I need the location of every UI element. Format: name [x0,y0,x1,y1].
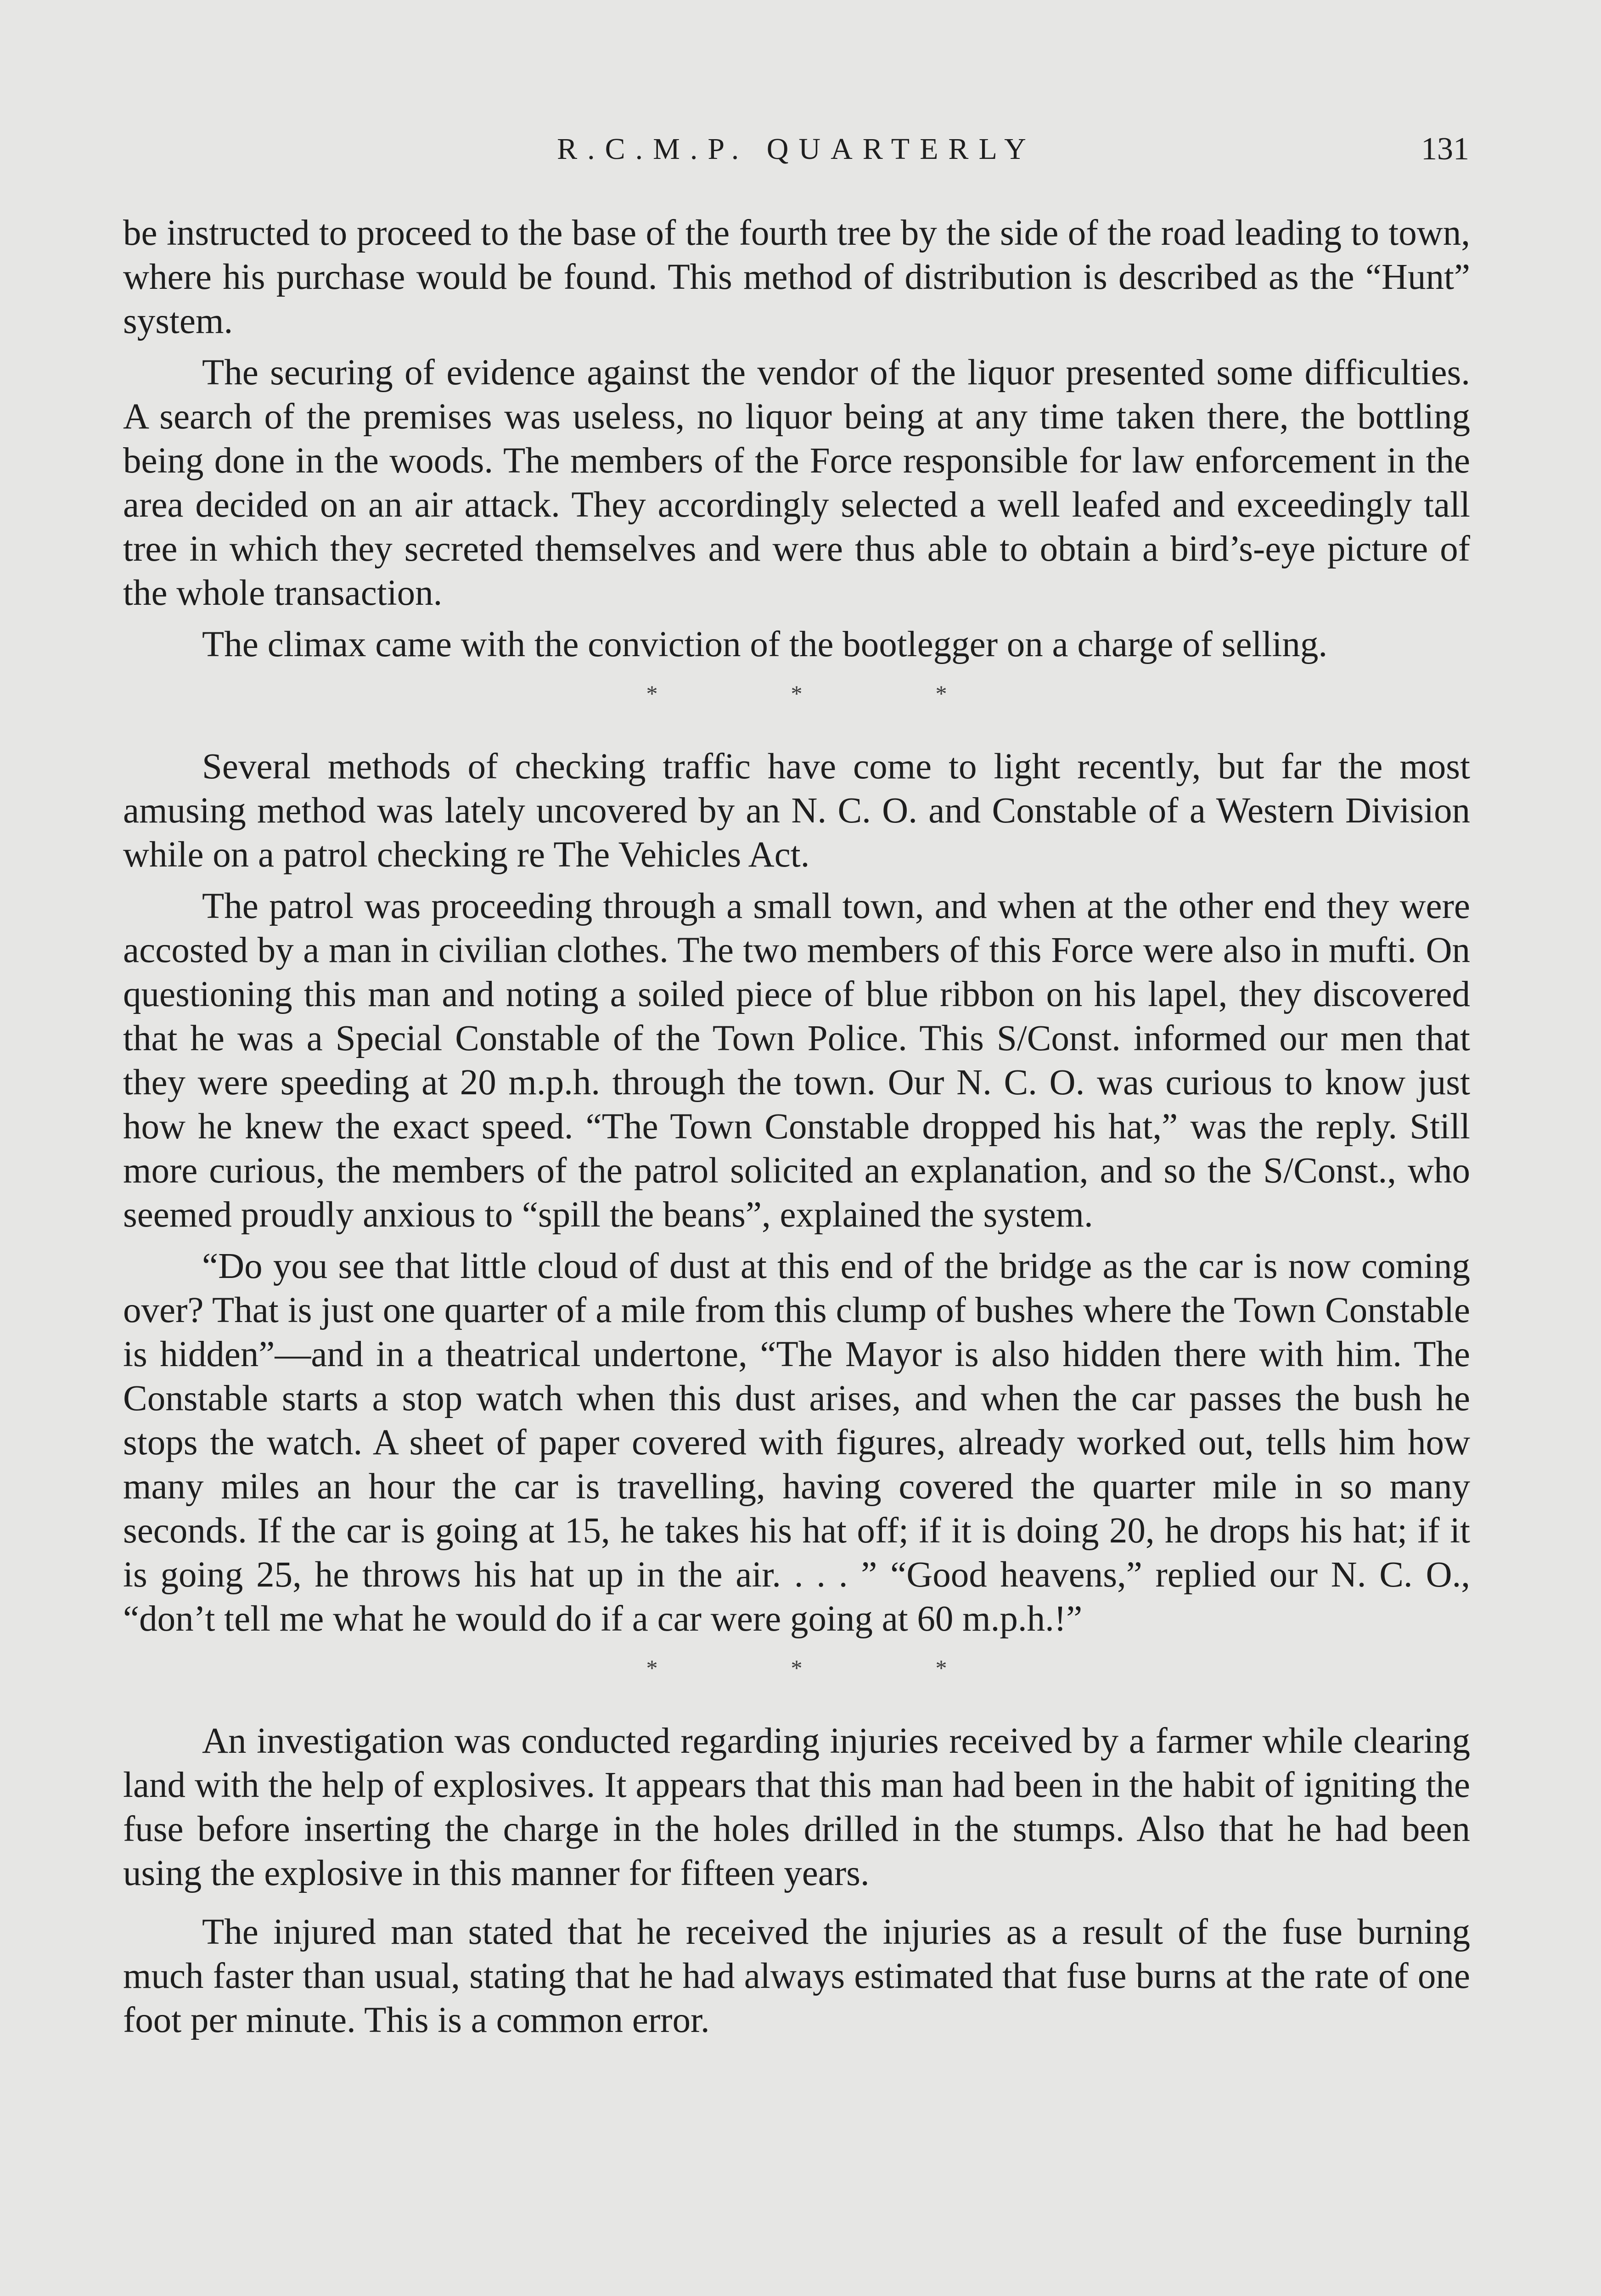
asterisk-glyph: * [791,1655,803,1681]
paragraph-7: An investigation was conducted regarding injuries received by a farmer while clearing land with the help of explosives. It appears that this man had been in the habit of igniting the fuse before inserting the charge in the holes drilled in the stumps. Also that he had been using the explosive in this manner for fifteen years. [123,1721,1470,1893]
paragraph-1: be instructed to proceed to the base of the fourth tree by the side of the road leading to town, where his purchase would be found. This method of distribution is described as the “Hunt” system. [123,213,1470,341]
asterisk-glyph: * [935,1655,947,1681]
running-head [124,124,1469,174]
paragraph-8: The injured man stated that he received the injuries as a result of the fuse burning much faster than usual, stating that he had always estimated that fuse burns at the rate of one foot per minute. This is a common error. [123,1912,1470,2040]
paragraph-3: The climax came with the conviction of the bootlegger on a charge of selling. [202,625,1328,664]
asterisk-glyph: * [646,681,658,706]
paragraph-2: The securing of evidence against the vendor of the liquor presented some difficulties. A search of the premises was useless, no liquor being at any time taken there, the bottling being done in the woods. The members of the Force responsible for law enforcement in the area decided on an air attack. They accordingly selected a well leafed and exceedingly tall tree in which they secreted themselves and were thus able to obtain a bird’s-eye picture of the whole transaction. [123,353,1470,613]
paragraph-4: Several methods of checking traffic have come to light recently, but far the most amusing method was lately uncovered by an N. C. O. and Constable of a Western Division while on a patrol checking re The Vehicles Act. [123,747,1470,875]
paragraph-6: “Do you see that little cloud of dust at this end of the bridge as the car is now coming over? That is just one quarter of a mile from this clump of bushes where the Town Constable is hidden”—and in a theatrical undertone, “The Mayor is also hidden there with him. The Constable starts a stop watch when this dust arises, and when the car passes the bush he stops the watch. A sheet of paper covered with figures, already worked out, tells him how many miles an hour the car is travelling, having covered the quarter mile in so many seconds. If the car is going at 15, he takes his hat off; if it is doing 20, he drops his hat; if it is going 25, he throws his hat up in the air. . . . ” “Good heavens,” replied our N. C. O., “don’t tell me what he would do if a car were going at 60 m.p.h.!” [123,1246,1470,1639]
journal-title: R.C.M.P. QUARTERLY [557,132,1036,166]
section-separator-1 [123,674,1470,713]
asterisk-glyph: * [935,681,947,706]
body-text [123,211,1470,2050]
asterisk-glyph: * [791,681,803,706]
section-separator-2 [123,1649,1470,1687]
page-number: 131 [1421,131,1469,167]
paragraph-5: The patrol was proceeding through a small town, and when at the other end they were accosted by a man in civilian clothes. The two members of this Force were also in mufti. On questioning this man and noting a soiled piece of blue ribbon on his lapel, they discovered that he was a Special Constable of the Town Police. This S/Const. informed our men that they were speeding at 20 m.p.h. through the town. Our N. C. O. was curious to know just how he knew the exact speed. “The Town Constable dropped his hat,” was the reply. Still more curious, the members of the patrol solicited an explanation, and so the S/Const., who seemed proudly anxious to “spill the beans”, explained the system. [123,886,1470,1235]
asterisk-glyph: * [646,1655,658,1681]
